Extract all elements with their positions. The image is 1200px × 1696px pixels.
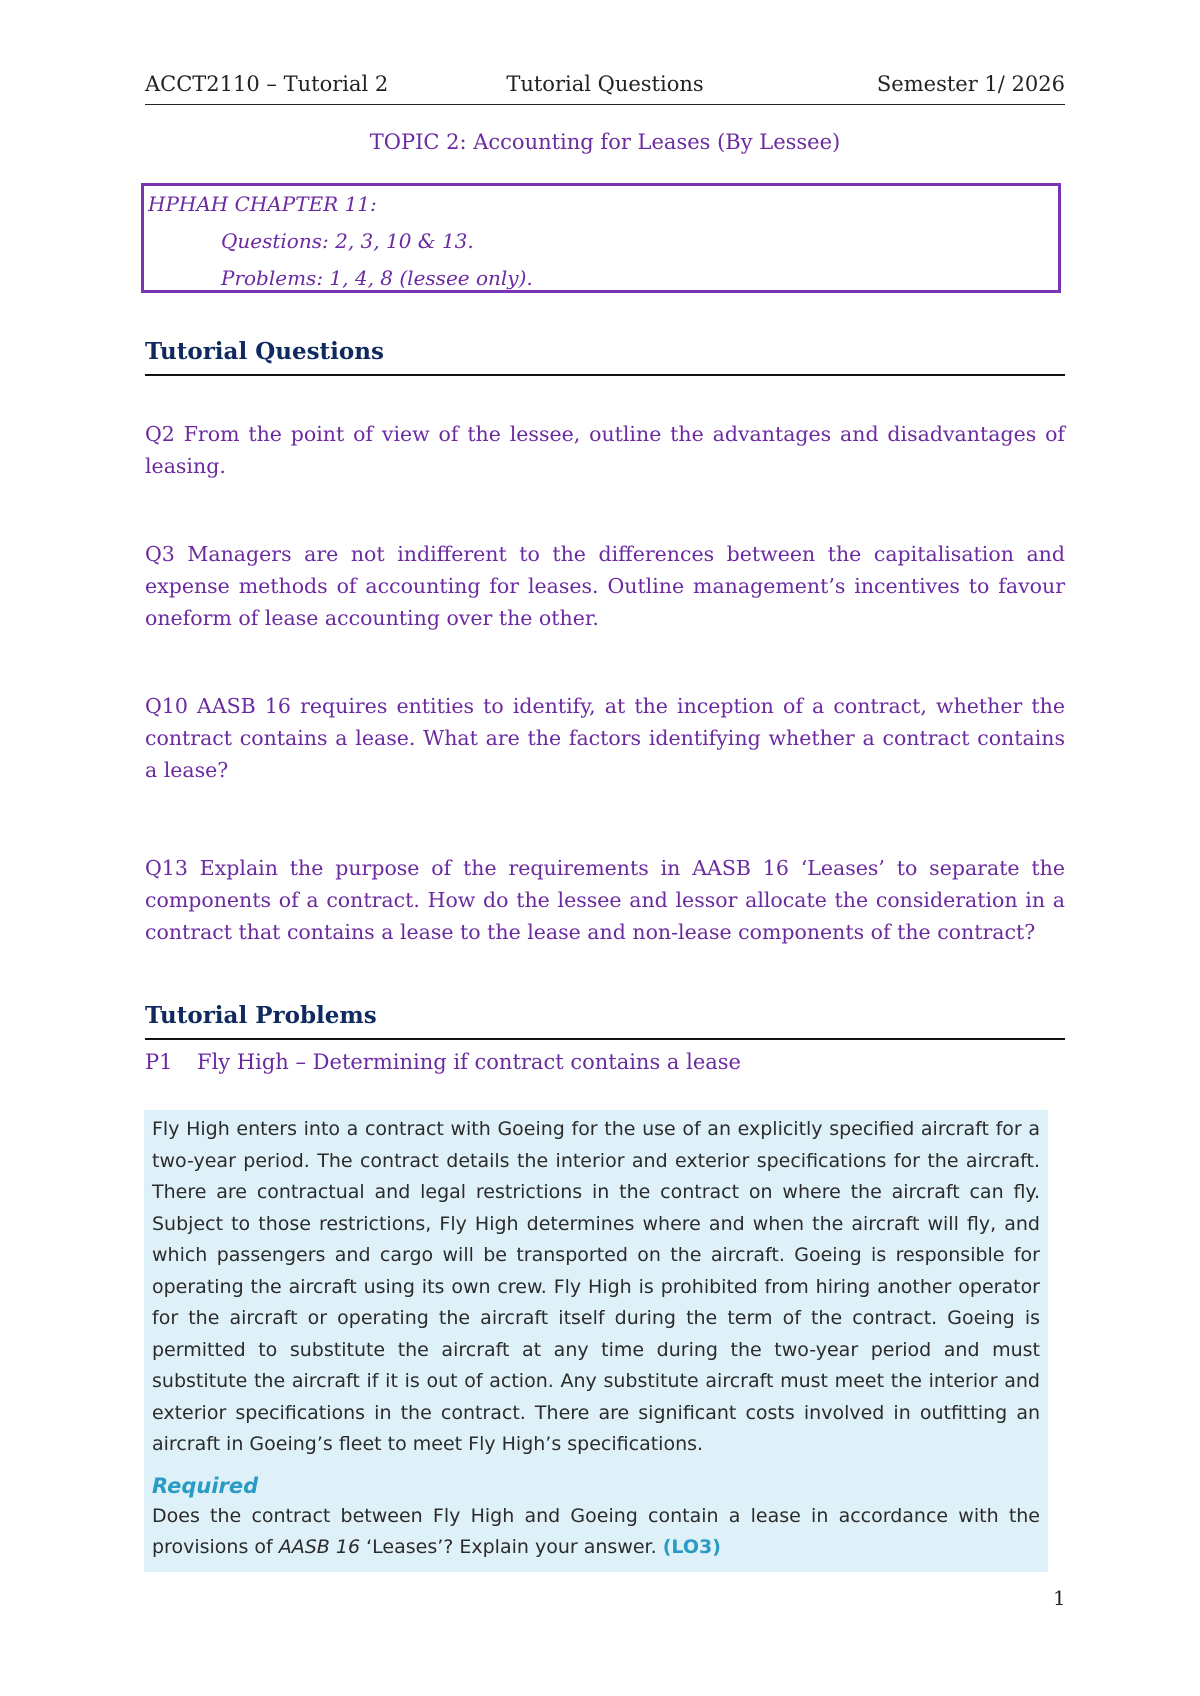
semester-label: Semester 1/ 2026 [876, 72, 1065, 96]
topic-title: TOPIC 2: Accounting for Leases (By Lessee) [369, 130, 841, 154]
course-code: ACCT2110 – Tutorial 2 [145, 72, 389, 96]
problem-p1-title [145, 1050, 741, 1074]
required-question [152, 1501, 1040, 1564]
problem-title-text: Fly High – Determining if contract contains a lease [197, 1050, 741, 1074]
learning-outcome-tag: (LO3) [662, 1536, 721, 1558]
chapter-label: HPHAH CHAPTER 11: [148, 192, 377, 216]
required-text-part: Does the contract between Fly High and Goeing contain a lease in accordance with the provisions of [152, 1504, 1040, 1558]
question-q2: Q2 From the point of view of the lessee, outline the advantages and disadvantages of leasing. [145, 422, 1065, 478]
question-q3: Q3 Managers are not indifferent to the differences between the capitalisation and expense methods of accounting for leases. Outline management’s incentives to favour oneform of lease accounting over the other. [145, 542, 1065, 630]
assignment-box [141, 183, 1061, 293]
standard-name: AASB 16 [278, 1536, 361, 1558]
header-section-title: Tutorial Questions [506, 72, 704, 96]
question-q13: Q13 Explain the purpose of the requirements in AASB 16 ‘Leases’ to separate the components of a contract. How do the lessee and lessor allocate the consideration in a contract that contains a lease to the lease and non-lease components of the contract? [145, 856, 1065, 944]
tutorial-questions-heading: Tutorial Questions [145, 338, 1065, 376]
case-study-box [144, 1110, 1048, 1572]
problem-number: P1 [145, 1050, 173, 1074]
running-header [145, 70, 1065, 105]
page-number: 1 [1053, 1586, 1066, 1610]
tutorial-problems-heading: Tutorial Problems [145, 1002, 1065, 1040]
assigned-problems: Problems: 1, 4, 8 (lessee only). [221, 266, 533, 290]
question-q10: Q10 AASB 16 requires entities to identify, at the inception of a contract, whether the contract contains a lease. What are the factors identifying whether a contract contains a lease? [145, 694, 1065, 782]
case-study-text: Fly High enters into a contract with Goeing for the use of an explicitly specified aircraft for a two-year period. The contract details the interior and exterior specifications for the aircraft. There are contractual and legal restrictions in the contract on where the aircraft can fly. Subject to those restrictions, Fly High determines where and when the aircraft will fly, and which passengers and cargo will be transported on the aircraft. Goeing is responsible for operating the aircraft using its own crew. Fly High is prohibited from hiring another operator for the aircraft or operating the aircraft itself during the term of the contract. Goeing is permitted to substitute the aircraft at any time during the two-year period and must substitute the aircraft if it is out of action. Any substitute aircraft must meet the interior and exterior specifications in the contract. There are significant costs involved in outfitting an aircraft in Goeing’s fleet to meet Fly High’s specifications. [152, 1118, 1040, 1455]
assigned-questions: Questions: 2, 3, 10 & 13. [221, 229, 474, 253]
required-label: Required [152, 1473, 259, 1498]
required-text-part: ‘Leases’? Explain your answer. [360, 1536, 663, 1558]
